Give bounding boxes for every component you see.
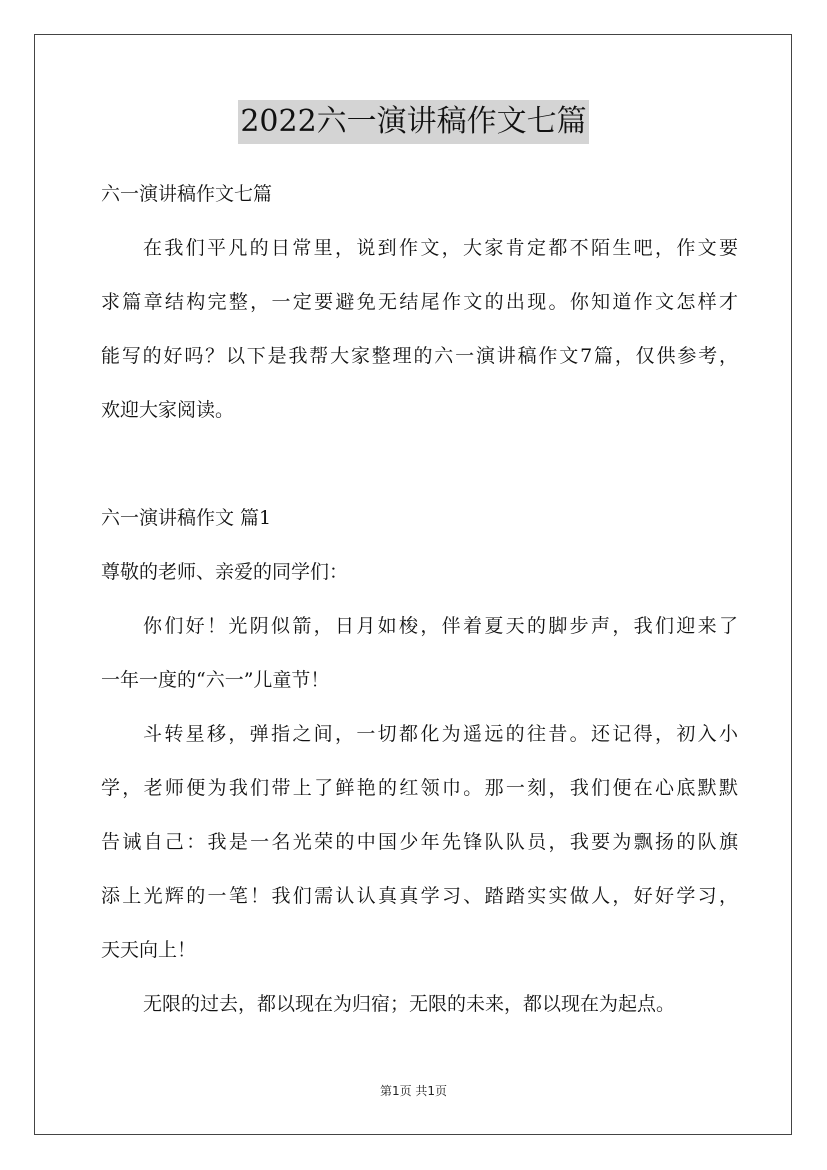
title-container <box>0 100 827 144</box>
intro-line: 能写的好吗？以下是我帮大家整理的六一演讲稿作文7篇，仅供参考， <box>101 345 738 367</box>
intro-line: 欢迎大家阅读。 <box>101 399 235 421</box>
paragraph-line: 斗转星移，弹指之间，一切都化为遥远的往昔。还记得，初入小 <box>143 723 738 745</box>
paragraph-line: 告诫自己：我是一名光荣的中国少年先锋队队员，我要为飘扬的队旗 <box>101 831 738 853</box>
section-heading: 六一演讲稿作文 篇1 <box>101 507 272 529</box>
paragraph-line: 天天向上！ <box>101 939 197 961</box>
paragraph-line: 学，老师便为我们带上了鲜艳的红领巾。那一刻，我们便在心底默默 <box>101 777 738 799</box>
document-title: 2022六一演讲稿作文七篇 <box>238 100 588 144</box>
document-subtitle: 六一演讲稿作文七篇 <box>101 183 273 205</box>
paragraph-line: 一年一度的“六一”儿童节！ <box>101 669 330 691</box>
intro-line: 求篇章结构完整，一定要避免无结尾作文的出现。你知道作文怎样才 <box>101 291 738 313</box>
page-footer: 第1页 共1页 <box>379 1084 448 1098</box>
intro-line: 在我们平凡的日常里，说到作文，大家肯定都不陌生吧，作文要 <box>143 237 738 259</box>
salutation: 尊敬的老师、亲爱的同学们： <box>101 561 349 583</box>
paragraph-line: 你们好！光阴似箭，日月如梭，伴着夏天的脚步声，我们迎来了 <box>143 615 738 637</box>
paragraph-line: 添上光辉的一笔！我们需认认真真学习、踏踏实实做人，好好学习， <box>101 885 738 907</box>
paragraph-line: 无限的过去，都以现在为归宿；无限的未来，都以现在为起点。 <box>143 993 676 1015</box>
